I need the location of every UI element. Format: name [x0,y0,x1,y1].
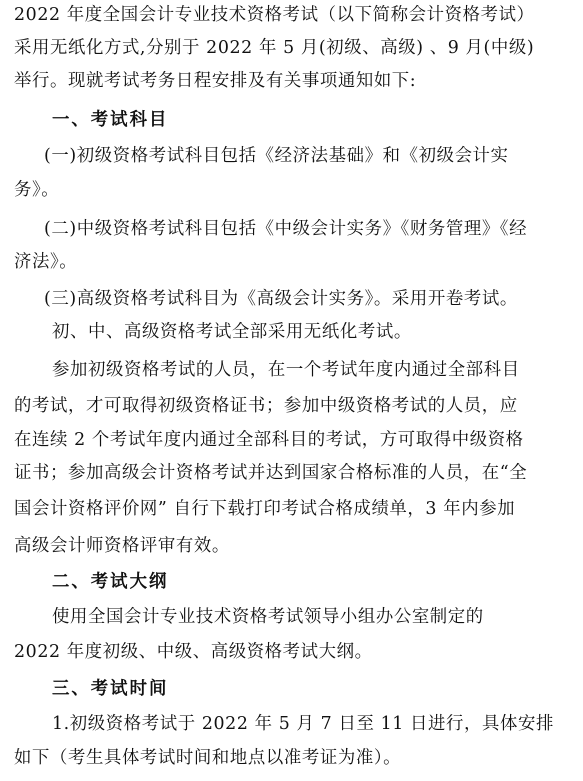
section-heading-exam-subjects: 一、考试科目 [52,110,169,130]
section-heading-exam-time: 三、考试时间 [52,679,169,699]
syllabus-paragraph-line-2: 2022 年度初级、中级、高级资格考试大纲。 [14,642,373,662]
certificate-paragraph-line-1: 参加初级资格考试的人员，在一个考试年度内通过全部科目 [52,360,520,380]
subject-item-1-line-1: (一)初级资格考试科目包括《经济法基础》和《初级会计实 [44,146,509,166]
subject-item-1-line-2: 务》。 [14,180,60,200]
exam-time-paragraph-line-1: 1.初级资格考试于 2022 年 5 月 7 日至 11 日进行，具体安排 [52,714,554,734]
subject-item-2-line-1: (二)中级资格考试科目包括《中级会计实务》《财务管理》《经 [44,219,528,239]
paperless-exam-note: 初、中、高级资格考试全部采用无纸化考试。 [52,322,412,342]
paragraph-intro-line-2: 采用无纸化方式,分别于 2022 年 5 月(初级、高级) 、9 月(中级) [14,38,535,58]
exam-time-paragraph-line-2: 如下（考生具体考试时间和地点以准考证为准）。 [14,748,402,768]
certificate-paragraph-line-4: 证书；参加高级会计资格考试并达到国家合格标准的人员，在“全 [14,463,528,483]
subject-item-3-line-1: (三)高级资格考试科目为《高级会计实务》。采用开卷考试。 [44,289,518,309]
paragraph-intro-line-1: 2022 年度全国会计专业技术资格考试（以下简称会计资格考试） [14,5,535,25]
certificate-paragraph-line-3: 在连续 2 个考试年度内通过全部科目的考试，方可取得中级资格 [14,430,524,450]
certificate-paragraph-line-6: 高级会计师资格评审有效。 [14,536,230,556]
certificate-paragraph-line-2: 的考试，才可取得初级资格证书；参加中级资格考试的人员，应 [14,396,518,416]
section-heading-exam-syllabus: 二、考试大纲 [52,572,169,592]
syllabus-paragraph-line-1: 使用全国会计专业技术资格考试领导小组办公室制定的 [52,607,484,627]
certificate-paragraph-line-5: 国会计资格评价网” 自行下载打印考试合格成绩单，3 年内参加 [14,499,516,519]
paragraph-intro-line-3: 举行。现就考试考务日程安排及有关事项通知如下: [14,71,417,91]
subject-item-2-line-2: 济法》。 [14,252,78,272]
